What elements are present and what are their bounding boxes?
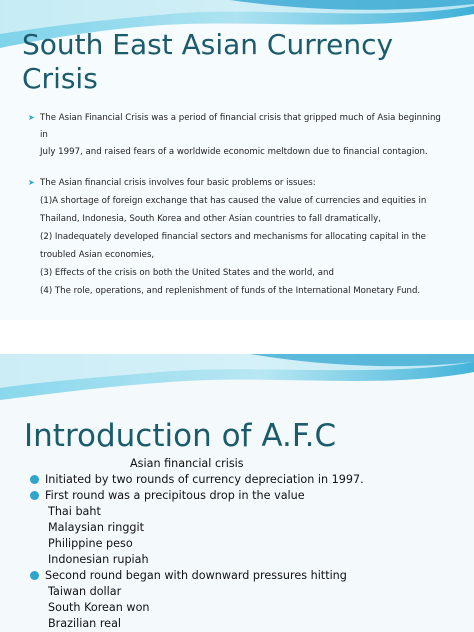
list-item: Brazilian real xyxy=(48,617,122,630)
bullet-icon xyxy=(30,571,39,580)
slide-body xyxy=(28,110,448,300)
slide-body xyxy=(30,456,450,632)
list-item: Taiwan dollar xyxy=(48,585,122,598)
list-item: Philippine peso xyxy=(48,537,133,550)
text-line: July 1997, and raised fears of a worldwide economic meltdown due to financial contagion. xyxy=(40,147,428,157)
slide-title: South East Asian Currency Crisis xyxy=(22,28,394,95)
bullet-icon xyxy=(30,491,39,500)
text-line: Thailand, Indonesia, South Korea and other Asian countries to fall dramatically, xyxy=(40,214,381,224)
slide-2 xyxy=(0,354,474,632)
decorative-wave-header xyxy=(0,354,474,406)
paragraph-2 xyxy=(28,175,448,192)
bullet-icon xyxy=(30,475,39,484)
arrow-bullet-icon: ➤ xyxy=(28,113,35,122)
list-item: Initiated by two rounds of currency depreciation in 1997. xyxy=(30,472,450,488)
text-line: (1)A shortage of foreign exchange that has caused the value of currencies and equities in xyxy=(40,196,427,206)
slide-separator xyxy=(0,320,474,354)
text-line: The Asian Financial Crisis was a period of financial crisis that gripped much of Asia beginning in xyxy=(40,113,441,140)
text-line: troubled Asian economies, xyxy=(40,250,155,260)
text-line: The Asian financial crisis involves four basic problems or issues: xyxy=(40,178,316,188)
text-line: (4) The role, operations, and replenishment of funds of the International Monetary Fund. xyxy=(40,286,421,296)
list-item: Second round began with downward pressures hitting xyxy=(30,568,450,584)
list-item: First round was a precipitous drop in the value xyxy=(30,488,450,504)
list-item: Malaysian ringgit xyxy=(48,521,145,534)
list-item: South Korean won xyxy=(48,601,150,614)
section-heading: Asian financial crisis xyxy=(130,457,244,470)
text-line: (2) Inadequately developed financial sectors and mechanisms for allocating capital in the xyxy=(40,232,426,242)
list-item: Indonesian rupiah xyxy=(48,553,149,566)
text-line: (3) Effects of the crisis on both the United States and the world, and xyxy=(40,268,334,278)
arrow-bullet-icon: ➤ xyxy=(28,178,35,187)
slide-title: Introduction of A.F.C xyxy=(24,418,337,454)
paragraph-1 xyxy=(28,110,448,161)
list-item: Thai baht xyxy=(48,505,101,518)
